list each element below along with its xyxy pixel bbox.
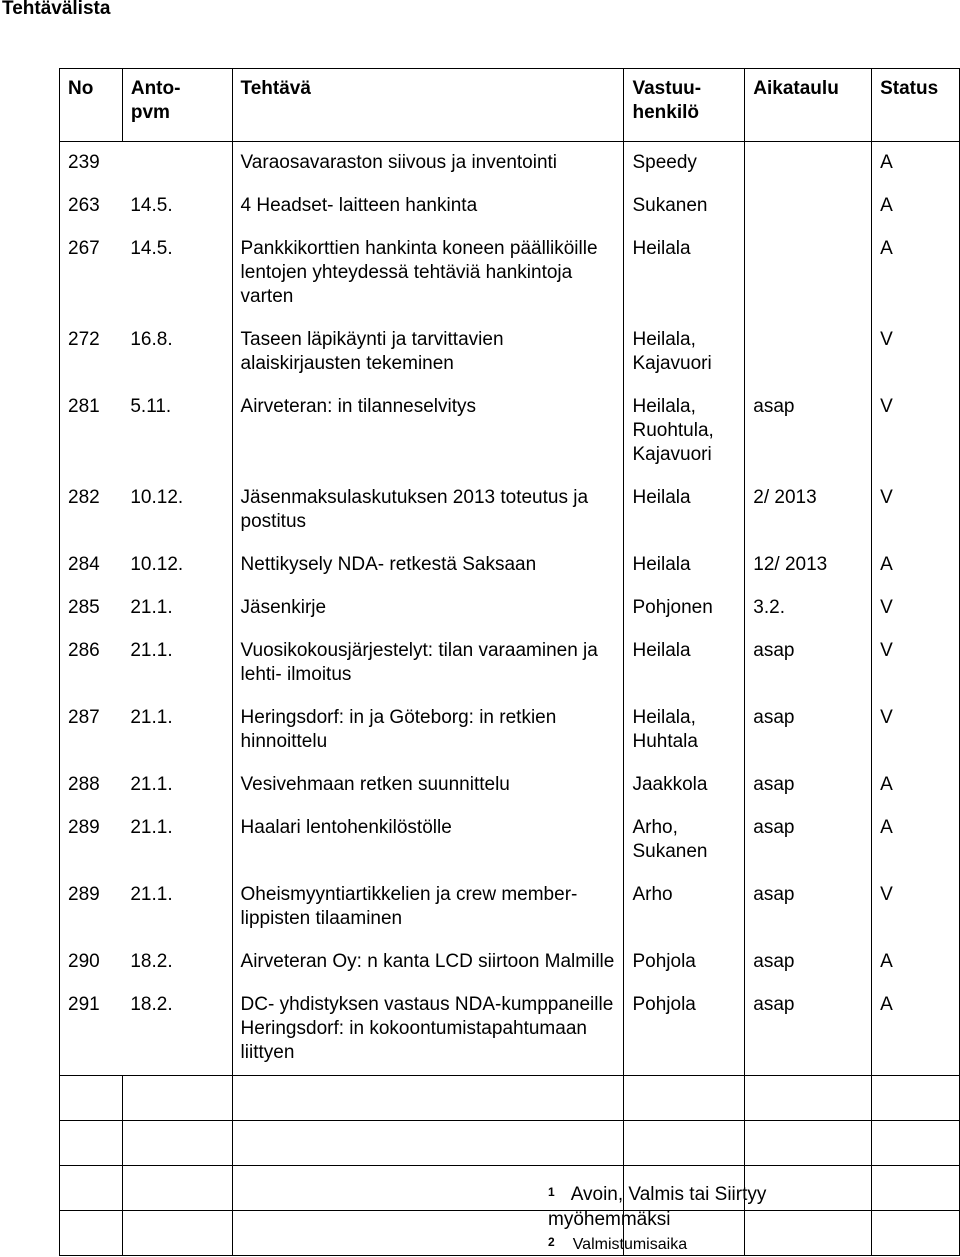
- cell-aikataulu: [745, 186, 872, 229]
- header-vastuuhenkilo: Vastuu- henkilö: [624, 69, 745, 142]
- cell-status: A: [872, 765, 960, 808]
- footnotes: [548, 1182, 848, 1257]
- cell-tehtava: Oheismyyntiartikkelien ja crew member-lippisten tilaaminen: [240, 884, 578, 929]
- cell-aikataulu: [745, 320, 872, 387]
- cell-anto-pvm: [122, 142, 232, 187]
- empty-cell: [624, 1121, 745, 1166]
- cell-vastuuhenkilo: Heilala, Huhtala: [624, 698, 745, 765]
- cell-status: V: [872, 387, 960, 478]
- footnote-1-mark: 1: [548, 1185, 555, 1199]
- task-table: [59, 68, 960, 1256]
- empty-row: [60, 1121, 960, 1166]
- cell-status: A: [872, 229, 960, 320]
- cell-anto-pvm: 21.1.: [122, 808, 232, 875]
- cell-anto-pvm: 18.2.: [122, 985, 232, 1076]
- cell-vastuuhenkilo: Speedy: [624, 142, 745, 187]
- footnote-1-text: Avoin, Valmis tai Siirtyy myöhemmäksi: [548, 1184, 767, 1230]
- cell-anto-pvm: 21.1.: [122, 631, 232, 698]
- cell-anto-pvm: 10.12.: [122, 545, 232, 588]
- empty-cell: [60, 1121, 123, 1166]
- cell-aikataulu: asap: [745, 387, 872, 478]
- cell-aikataulu: asap: [745, 875, 872, 942]
- cell-tehtava: Varaosavaraston siivous ja inventointi: [240, 152, 558, 173]
- cell-tehtava: Pankkikorttien hankinta koneen päälliköille lentojen yhteydessä tehtäviä hankintoja varten: [240, 238, 598, 307]
- cell-status: V: [872, 320, 960, 387]
- empty-cell: [122, 1166, 232, 1211]
- table-row: [60, 698, 960, 765]
- empty-cell: [232, 1121, 624, 1166]
- cell-no: 239: [60, 142, 123, 187]
- cell-anto-pvm: 14.5.: [122, 229, 232, 320]
- table-row: [60, 942, 960, 985]
- cell-aikataulu: asap: [745, 985, 872, 1076]
- table-row: [60, 808, 960, 875]
- table-row: [60, 142, 960, 187]
- table-row: [60, 631, 960, 698]
- footnote-2-text: Valmistumisaika: [572, 1236, 688, 1253]
- cell-no: 289: [60, 875, 123, 942]
- cell-vastuuhenkilo: Heilala: [624, 545, 745, 588]
- table-row: [60, 478, 960, 545]
- cell-aikataulu: asap: [745, 631, 872, 698]
- cell-no: 291: [60, 985, 123, 1076]
- cell-vastuuhenkilo: Heilala, Ruohtula, Kajavuori: [624, 387, 745, 478]
- cell-anto-pvm: 21.1.: [122, 765, 232, 808]
- cell-aikataulu: [745, 229, 872, 320]
- cell-no: 281: [60, 387, 123, 478]
- empty-cell: [872, 1166, 960, 1211]
- cell-status: A: [872, 142, 960, 187]
- cell-no: 289: [60, 808, 123, 875]
- header-no: No: [60, 69, 123, 142]
- cell-no: 287: [60, 698, 123, 765]
- empty-cell: [60, 1211, 123, 1256]
- cell-anto-pvm: 14.5.: [122, 186, 232, 229]
- cell-aikataulu: asap: [745, 765, 872, 808]
- cell-no: 272: [60, 320, 123, 387]
- cell-anto-pvm: 21.1.: [122, 875, 232, 942]
- cell-vastuuhenkilo: Heilala: [624, 631, 745, 698]
- cell-vastuuhenkilo: Arho, Sukanen: [624, 808, 745, 875]
- cell-aikataulu: [745, 142, 872, 187]
- empty-cell: [60, 1076, 123, 1121]
- cell-aikataulu: 3.2.: [745, 588, 872, 631]
- cell-no: 286: [60, 631, 123, 698]
- cell-aikataulu: asap: [745, 808, 872, 875]
- cell-status: A: [872, 808, 960, 875]
- cell-vastuuhenkilo: Pohjola: [624, 942, 745, 985]
- table-header-row: [60, 69, 960, 142]
- header-anto-pvm: Anto- pvm: [122, 69, 232, 142]
- empty-cell: [745, 1121, 872, 1166]
- header-tehtava: Tehtävä: [232, 69, 624, 142]
- empty-cell: [745, 1076, 872, 1121]
- table-row: [60, 875, 960, 942]
- cell-vastuuhenkilo: Sukanen: [624, 186, 745, 229]
- cell-status: V: [872, 875, 960, 942]
- cell-aikataulu: asap: [745, 942, 872, 985]
- footnote-2: [548, 1232, 848, 1257]
- cell-tehtava: Taseen läpikäynti ja tarvittavien alaiskirjausten tekeminen: [240, 329, 504, 374]
- cell-status: A: [872, 186, 960, 229]
- header-aikataulu: Aikataulu: [745, 69, 872, 142]
- table-row: [60, 229, 960, 320]
- cell-tehtava: Vesivehmaan retken suunnittelu: [240, 774, 510, 795]
- cell-tehtava: Nettikysely NDA- retkestä Saksaan: [240, 554, 537, 575]
- cell-status: V: [872, 588, 960, 631]
- empty-cell: [122, 1121, 232, 1166]
- cell-tehtava: Heringsdorf: in ja Göteborg: in retkien hinnoittelu: [240, 707, 557, 752]
- cell-tehtava: Jäsenkirje: [240, 597, 327, 618]
- empty-cell: [624, 1076, 745, 1121]
- cell-status: V: [872, 478, 960, 545]
- footnote-1: [548, 1182, 848, 1232]
- header-status: Status: [872, 69, 960, 142]
- cell-aikataulu: asap: [745, 698, 872, 765]
- empty-row: [60, 1076, 960, 1121]
- cell-status: A: [872, 545, 960, 588]
- table-row: [60, 765, 960, 808]
- cell-tehtava: DC- yhdistyksen vastaus NDA-kumppaneille Heringsdorf: in kokoontumistapahtumaan liittyen: [240, 994, 614, 1063]
- cell-no: 263: [60, 186, 123, 229]
- empty-cell: [872, 1076, 960, 1121]
- cell-vastuuhenkilo: Heilala: [624, 229, 745, 320]
- empty-cell: [872, 1211, 960, 1256]
- table-row: [60, 985, 960, 1076]
- empty-cell: [122, 1211, 232, 1256]
- cell-status: A: [872, 985, 960, 1076]
- cell-tehtava: Haalari lentohenkilöstölle: [240, 817, 452, 838]
- cell-status: V: [872, 631, 960, 698]
- cell-status: A: [872, 942, 960, 985]
- table-row: [60, 588, 960, 631]
- cell-aikataulu: 12/ 2013: [745, 545, 872, 588]
- cell-vastuuhenkilo: Arho: [624, 875, 745, 942]
- empty-cell: [232, 1076, 624, 1121]
- table-row: [60, 387, 960, 478]
- cell-vastuuhenkilo: Jaakkola: [624, 765, 745, 808]
- cell-vastuuhenkilo: Pohjola: [624, 985, 745, 1076]
- empty-cell: [872, 1121, 960, 1166]
- cell-vastuuhenkilo: Heilala, Kajavuori: [624, 320, 745, 387]
- cell-anto-pvm: 21.1.: [122, 588, 232, 631]
- footnote-2-mark: 2: [548, 1235, 555, 1249]
- cell-anto-pvm: 5.11.: [122, 387, 232, 478]
- empty-cell: [60, 1166, 123, 1211]
- table-row: [60, 545, 960, 588]
- cell-anto-pvm: 16.8.: [122, 320, 232, 387]
- cell-no: 282: [60, 478, 123, 545]
- page-title: Tehtävälista: [2, 0, 111, 19]
- cell-no: 290: [60, 942, 123, 985]
- cell-aikataulu: 2/ 2013: [745, 478, 872, 545]
- cell-no: 288: [60, 765, 123, 808]
- cell-no: 267: [60, 229, 123, 320]
- cell-anto-pvm: 18.2.: [122, 942, 232, 985]
- cell-status: V: [872, 698, 960, 765]
- cell-no: 284: [60, 545, 123, 588]
- cell-tehtava: Airveteran Oy: n kanta LCD siirtoon Malmille: [240, 951, 615, 972]
- cell-tehtava: Vuosikokousjärjestelyt: tilan varaaminen ja lehti- ilmoitus: [240, 640, 598, 685]
- cell-tehtava: Jäsenmaksulaskutuksen 2013 toteutus ja postitus: [240, 487, 589, 532]
- cell-vastuuhenkilo: Heilala: [624, 478, 745, 545]
- cell-tehtava: 4 Headset- laitteen hankinta: [240, 195, 478, 216]
- cell-tehtava: Airveteran: in tilanneselvitys: [240, 396, 477, 417]
- cell-no: 285: [60, 588, 123, 631]
- table-row: [60, 320, 960, 387]
- cell-anto-pvm: 10.12.: [122, 478, 232, 545]
- cell-anto-pvm: 21.1.: [122, 698, 232, 765]
- task-rows: [60, 142, 960, 1076]
- table-row: [60, 186, 960, 229]
- empty-cell: [122, 1076, 232, 1121]
- cell-vastuuhenkilo: Pohjonen: [624, 588, 745, 631]
